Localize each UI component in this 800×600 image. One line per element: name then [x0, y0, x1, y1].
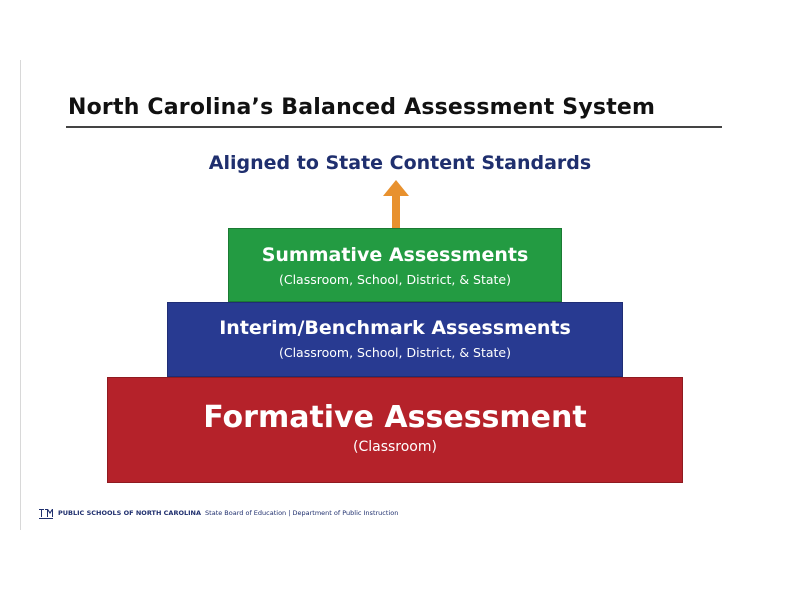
summative-tier-detail: (Classroom, School, District, & State): [278, 272, 512, 287]
formative-tier-detail: (Classroom): [353, 439, 437, 455]
formative-tier-name: Formative Assessment: [203, 400, 587, 435]
formative-tier: [107, 377, 683, 483]
footer-org-name: PUBLIC SCHOOLS OF NORTH CAROLINA: [58, 509, 202, 517]
interim-tier-detail: (Classroom, School, District, & State): [278, 345, 512, 360]
footer-department: State Board of Education | Department of Public Instruction: [205, 509, 399, 517]
summative-tier-name: Summative Assessments: [261, 244, 529, 266]
arrow-up-icon: [381, 178, 411, 230]
summative-tier: [228, 228, 562, 302]
left-divider: [20, 60, 21, 530]
ncdpi-logo-icon: [38, 507, 54, 519]
title-underline: [66, 126, 722, 128]
footer: [38, 506, 398, 520]
slide-title: North Carolina’s Balanced Assessment System: [68, 95, 656, 120]
interim-tier-name: Interim/Benchmark Assessments: [219, 317, 571, 339]
standards-label: Aligned to State Content Standards: [208, 152, 592, 174]
interim-tier: [167, 302, 623, 377]
